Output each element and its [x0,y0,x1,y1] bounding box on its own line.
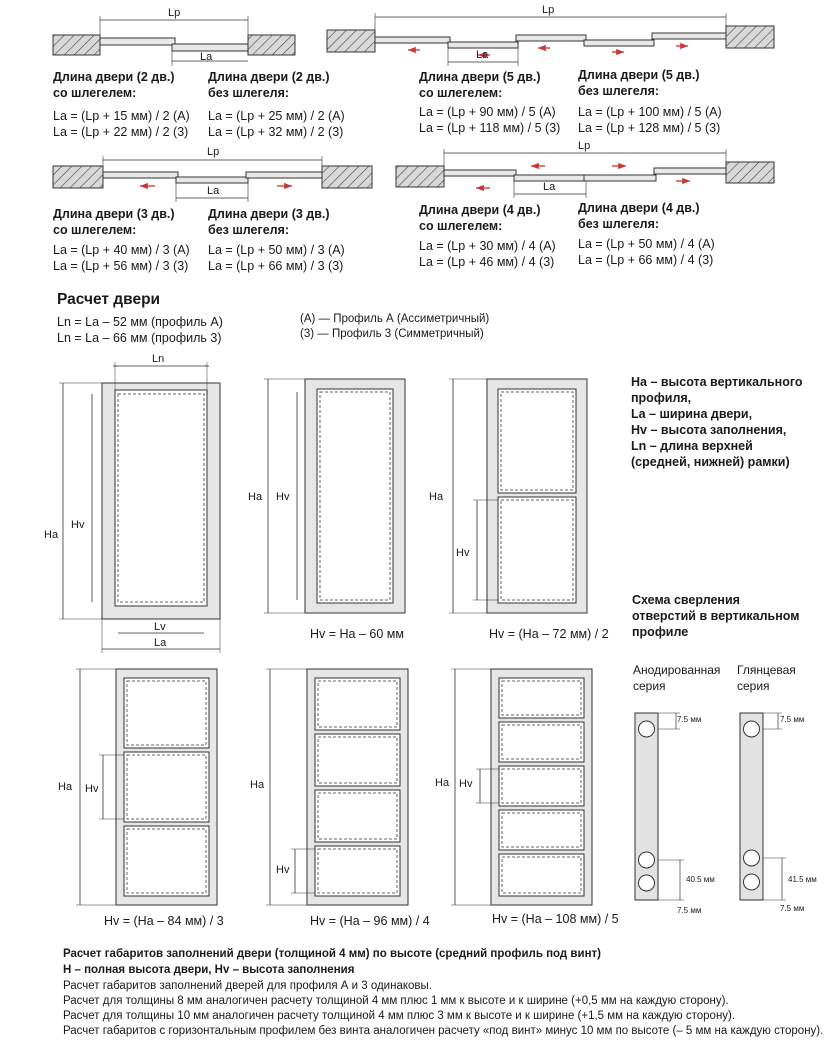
dim-hv-4: Hv [85,783,99,795]
definitions: Ha – высота вертикального профиля, La – ширина двери, Hv – высота заполнения, Ln – длина верхней (средней, нижней) рамки) [631,375,803,469]
series-anodized: Анодированная серия [633,663,721,693]
dim-ha-2: Ha [248,491,263,503]
plan-4-doors [396,149,774,198]
dim-hv-6: Hv [459,778,473,790]
dim-lp-3: Lp [207,146,220,158]
dim-hv-5: Hv [276,864,290,876]
dim-lp-4: Lp [578,140,591,152]
dim-anod-top: 7.5 мм [677,715,702,724]
d3-without-formulas: La = (Lp + 50 мм) / 3 (A) La = (Lp + 66 мм) / 3 (3) [208,243,345,273]
notes-body: Расчет габаритов заполнений дверей для профиля А и 3 одинаковы. Расчет для толщины 8 мм аналогичен расчету толщиной 4 мм плюс 1 мм к высоте и к ширине (+0,5 мм на каждую сторону). Расчет для толщины 10 мм аналогичен расчету толщиной 4 мм плюс 3 мм к высоте и к ширине (+1,5 мм на каждую сторону). Расчет габаритов с горизонтальным профилем без винта аналогичен расчету «под винт» минус 10 мм по высоте (– 5 мм на каждую сторону). [63,980,824,1037]
d3-without-title: Длина двери (3 дв.) без шлегеля: [208,207,330,237]
dim-ha-1: Ha [44,529,59,541]
dim-la-3: La [207,185,220,197]
d3-with-title: Длина двери (3 дв.) со шлегелем: [53,207,175,237]
d3-with-formulas: La = (Lp + 40 мм) / 3 (A) La = (Lp + 56 мм) / 3 (3) [53,243,190,273]
d5-without-title: Длина двери (5 дв.) без шлегеля: [578,68,700,98]
dim-ln: Ln [152,353,165,365]
dim-la-door: La [154,637,167,649]
d5-with-formulas: La = (Lp + 90 мм) / 5 (A) La = (Lp + 118 мм) / 5 (3) [419,105,561,135]
dim-la-5: La [476,49,489,61]
dim-hv-1: Hv [71,519,85,531]
series-glossy: Глянцевая серия [737,663,796,693]
plan-5-doors [327,13,774,66]
dim-ha-6: Ha [435,777,450,789]
d5-with-title: Длина двери (5 дв.) со шлегелем: [419,70,541,100]
calc-title: Расчет двери [57,291,161,308]
d4-without-formulas: La = (Lp + 50 мм) / 4 (A) La = (Lp + 66 мм) / 4 (3) [578,237,715,267]
dim-gloss-bottom: 7.5 мм [780,904,805,913]
d4-with-title: Длина двери (4 дв.) со шлегелем: [419,203,541,233]
dim-gloss-top: 7.5 мм [780,715,805,724]
d2-with-title: Длина двери (2 дв.) со шлегелем: [53,70,175,100]
dim-hv-3: Hv [456,547,470,559]
dim-anod-span: 40.5 мм [686,875,715,884]
dim-ha-5: Ha [250,779,265,791]
dim-ha-3: Ha [429,491,444,503]
formula-door-2: Hv = Ha – 60 мм [310,627,404,641]
d5-without-formulas: La = (Lp + 100 мм) / 5 (A) La = (Lp + 128 мм) / 5 (3) [578,105,722,135]
calc-ln-lines: Ln = La – 52 мм (профиль А) Ln = La – 66 мм (профиль 3) [57,315,223,345]
drilling-title: Схема сверления отверстий в вертикальном профиле [632,593,800,639]
drilling-profile-anodized [635,713,684,900]
formula-door-6: Hv = (Ha – 108 мм) / 5 [492,912,619,926]
d2-without-formulas: La = (Lp + 25 мм) / 2 (A) La = (Lp + 32 мм) / 2 (3) [208,109,345,139]
dim-la-4: La [543,181,556,193]
dim-la-2: La [200,51,213,63]
plan-2-doors [53,16,295,66]
dim-lp-5: Lp [542,4,555,16]
formula-door-5: Hv = (Ha – 96 мм) / 4 [310,914,430,928]
d4-with-formulas: La = (Lp + 30 мм) / 4 (A) La = (Lp + 46 мм) / 4 (3) [419,239,556,269]
dim-hv-2: Hv [276,491,290,503]
door-elevation-3 [449,379,587,613]
drilling-profile-glossy [740,713,786,900]
d2-without-title: Длина двери (2 дв.) без шлегеля: [208,70,330,100]
dim-lp-2: Lp [168,7,181,19]
dim-ha-4: Ha [58,781,73,793]
profile-legend: (А) — Профиль А (Ассиметричный) (3) — Профиль 3 (Симметричный) [300,313,490,340]
formula-door-4: Hv = (Ha – 84 мм) / 3 [104,914,224,928]
note-bold-1: Расчет габаритов заполнений двери (толщиной 4 мм) по высоте (средний профиль под винт) [63,948,601,960]
door-elevation-1 [59,362,220,653]
dim-lv: Lv [154,621,166,633]
d2-with-formulas: La = (Lp + 15 мм) / 2 (A) La = (Lp + 22 мм) / 2 (3) [53,109,190,139]
note-bold-2: H – полная высота двери, Hv – высота заполнения [63,964,355,976]
formula-door-3: Hv = (Ha – 72 мм) / 2 [489,627,609,641]
d4-without-title: Длина двери (4 дв.) без шлегеля: [578,201,700,231]
dim-anod-bottom: 7.5 мм [677,906,702,915]
dim-gloss-span: 41.5 мм [788,875,817,884]
